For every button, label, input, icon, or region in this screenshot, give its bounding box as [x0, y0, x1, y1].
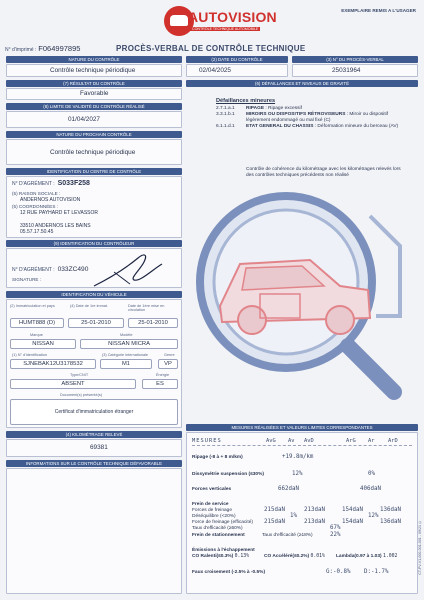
defect-code: 2.7.1.a.1 — [216, 106, 235, 111]
forces-vert-ar: 406daN — [360, 486, 381, 492]
centre-agrement — [12, 180, 90, 187]
date-fr-label: Date de 1ère mise en circulation — [128, 304, 165, 313]
col-ard: ArD — [388, 438, 398, 444]
ff-avd: 213daN — [304, 507, 325, 513]
modele-value: NISSAN MICRA — [80, 339, 178, 349]
dissym-sus-av: 12% — [292, 471, 303, 477]
section-centre: IDENTIFICATION DU CENTRE DE CONTRÔLE — [6, 168, 182, 175]
address-line-1: 12 RUE PAYHARD ET LEVASSOR — [20, 210, 98, 216]
section-defaillances: (6) DÉFAILLANCES ET NIVEAUX DE GRAVITÉ — [186, 80, 418, 87]
faux-d: D:-1.7% — [364, 569, 389, 575]
ripage-value: +19.8m/km — [282, 454, 314, 460]
section-mesures: MESURES RÉALISÉES ET VALEURS LIMITES CORRESPONDANTES — [186, 424, 418, 431]
kilometrage-value: 69381 — [90, 444, 108, 451]
col-arg: ArG — [346, 438, 356, 444]
section-resultat: (7) RÉSULTAT DU CONTRÔLE — [6, 80, 182, 87]
col-av: Av — [288, 438, 295, 444]
marque-label: Marque — [30, 333, 43, 337]
defect-code: 3.3.1.b.1 — [216, 112, 235, 117]
controleur-agrement — [12, 266, 88, 273]
doc-value: Certificat d'immatriculation étranger — [10, 399, 178, 425]
col-ar: Ar — [368, 438, 375, 444]
co-ralenti — [192, 554, 249, 559]
centre-agrement-value: S033F258 — [57, 180, 90, 187]
page-title: PROCÈS-VERBAL DE CONTRÔLE TECHNIQUE — [116, 44, 306, 53]
infos-box — [6, 468, 182, 594]
defect-item — [216, 124, 408, 130]
energie-value: ES — [142, 379, 178, 389]
immat-value: HUMT888 (D) — [10, 318, 64, 328]
section-prochain: NATURE DU PROCHAIN CONTRÔLE — [6, 131, 182, 138]
nature-value: Contrôle technique périodique — [50, 67, 136, 74]
section-kilometrage: (4) KILOMÉTRAGE RELEVÉ — [6, 431, 182, 438]
ffe-ard: 136daN — [380, 519, 401, 525]
signature-label: SIGNATURE : — [12, 277, 42, 282]
phone: 05.57.17.50.45 — [20, 229, 54, 235]
defect-item — [216, 106, 408, 112]
frein-stat-label: Frein de stationnement — [192, 533, 245, 538]
taux-eff-label: Taux d'efficacité (≥50%) — [192, 526, 243, 531]
taux-eff-value: 67% — [330, 525, 341, 531]
controleur-agrement-label: N° D'AGRÉMENT : — [12, 267, 55, 273]
section-infos: INFORMATIONS SUR LE CONTRÔLE TECHNIQUE DÉFAVORABLE — [6, 460, 182, 467]
modele-label: Modèle — [120, 333, 133, 337]
raison-label: (5) RAISON SOCIALE : — [12, 191, 61, 196]
vin-value: SJNEBAK12U3178532 — [10, 359, 96, 369]
ff-ard: 136daN — [380, 507, 401, 513]
date1-value: 25-01-2010 — [68, 318, 124, 328]
forces-freinage-label: Forces de freinage — [192, 508, 232, 513]
ff-arg: 154daN — [342, 507, 363, 513]
coord-label: (5) COORDONNÉES : — [12, 204, 58, 209]
date-fr-value: 25-01-2010 — [128, 318, 178, 328]
co-ralenti-value: 0.13% — [234, 554, 250, 559]
controleur-agrement-value: 033ZC490 — [57, 266, 89, 273]
divider — [192, 445, 412, 446]
type-label: Type/CNIT — [70, 373, 89, 377]
des-av: 1% — [290, 513, 297, 519]
defect-detail: : Déformation mineure du berceau (AV) — [313, 124, 399, 129]
col-avd: AvD — [304, 438, 314, 444]
form-number-label: N° d'imprimé : — [5, 47, 37, 53]
section-vehicule: IDENTIFICATION DU VÉHICULE — [6, 291, 182, 298]
doc-label: Document(s) présenté(s) — [60, 393, 102, 397]
resultat-value: Favorable — [80, 90, 109, 97]
date1-label: (4) Date de 1re immat. — [70, 304, 108, 308]
faux-g: G:-0.8% — [326, 569, 351, 575]
defects-heading: Défaillances mineures — [216, 98, 276, 104]
brand-name: AUTOVISION — [188, 9, 277, 25]
dissym-sus-ar: 0% — [368, 471, 375, 477]
defect-title: ETAT GENERAL DU CHASSIS — [246, 124, 314, 129]
autovision-logo — [164, 6, 277, 36]
section-validite: (8) LIMITE DE VALIDITÉ DU CONTRÔLE RÉALISÉ — [6, 103, 182, 110]
ffe-arg: 154daN — [342, 519, 363, 525]
dissym-sus-label: Dissymétrie suspension (≤30%) — [192, 472, 264, 477]
energie-label: Énergie — [156, 373, 170, 377]
mileage-note: Contrôle de cohérence du kilométrage avec les kilométrages relevés lors des contrôles techniques précédents non réalisé — [246, 167, 401, 178]
ffe-avg: 215daN — [264, 519, 285, 525]
taux-stat-value: 22% — [330, 532, 341, 538]
defect-detail: : Ripage excessif — [264, 106, 302, 111]
defect-item — [216, 112, 408, 124]
immat-label: (2) Immatriculation et pays — [10, 304, 55, 308]
lambda-value: 1.002 — [382, 554, 398, 559]
genre-label: Genre — [164, 353, 175, 357]
section-num-pv: (3) N° DU PROCÈS-VERBAL — [292, 56, 418, 63]
ffe-avd: 213daN — [304, 519, 325, 525]
section-nature: NATURE DU CONTRÔLE — [6, 56, 182, 63]
co-accel-value: 0.01% — [310, 554, 325, 559]
genre-value: VP — [158, 359, 178, 369]
cat-value: M1 — [100, 359, 152, 369]
date-value: 02/04/2025 — [199, 67, 231, 74]
prochain-value: Contrôle technique périodique — [50, 149, 136, 156]
lambda — [336, 554, 397, 559]
co-ralenti-label: CO Ralenti(≤0.3%) — [192, 554, 234, 559]
ff-eff-label: Force de freinage (efficacité) — [192, 520, 253, 525]
defect-code: 6.1.1.d.1 — [216, 124, 235, 129]
copy-notice: EXEMPLAIRE REMIS A L'USAGER — [341, 8, 416, 13]
co-accel — [264, 554, 325, 559]
co-accel-label: CO Accéléré(≤0.2%) — [264, 554, 310, 559]
faux-label: Faux croisement (-2.5% à -0.5%) — [192, 570, 266, 575]
raison-value: ANDERNOS AUTOVISION — [20, 197, 81, 203]
form-reference: CT-PV-V1-000-001-001 - 09/21 © — [418, 520, 422, 575]
form-number-value: F064997895 — [38, 44, 81, 53]
defect-detail: : Miroir ou dispositif légèrement endommagé ou mal fixé (C) — [246, 112, 389, 123]
address-line-2: 33510 ANDERNOS LES BAINS — [20, 223, 91, 229]
marque-value: NISSAN — [10, 339, 76, 349]
taux-stat-label: Taux d'efficacité (≥18%) — [262, 533, 313, 538]
vin-label: (1) N° d'identification — [12, 353, 47, 357]
num-pv-value: 25031964 — [332, 67, 361, 74]
forces-vert-label: Forces verticales — [192, 487, 232, 492]
type-value: ABSENT — [10, 379, 136, 389]
frein-service-label: Frein de service — [192, 502, 229, 507]
emissions-label: Émissions à l'échappement — [192, 548, 255, 553]
centre-agrement-label: N° D'AGRÉMENT : — [12, 181, 55, 187]
ripage-label: Ripage (-8 à + 8 m/km) — [192, 455, 243, 460]
des-ar: 12% — [368, 513, 379, 519]
magnifier-car-watermark-icon — [190, 186, 412, 408]
form-number — [5, 44, 80, 53]
ff-avg: 215daN — [264, 507, 285, 513]
defect-title: RIPAGE — [246, 106, 265, 111]
section-controleur: (9) IDENTIFICATION DU CONTRÔLEUR — [6, 240, 182, 247]
forces-vert-av: 662daN — [278, 486, 299, 492]
mesures-header: MESURES — [192, 438, 222, 444]
lambda-label: Lambda(0.97 à 1.03) — [336, 554, 382, 559]
brand-tagline: CONTRÔLE TECHNIQUE AUTOMOBILE — [192, 27, 259, 31]
section-date: (2) DATE DU CONTRÔLE — [186, 56, 288, 63]
signature-icon — [90, 250, 170, 288]
cat-label: (3) Catégorie internationale — [102, 353, 149, 357]
col-avg: AvG — [266, 438, 276, 444]
validite-value: 01/04/2027 — [68, 116, 100, 123]
desequilibre-label: Déséquilibre (<20%) — [192, 514, 236, 519]
defect-title: MIROIRS OU DISPOSITIFS RÉTROVISEURS — [246, 112, 346, 117]
